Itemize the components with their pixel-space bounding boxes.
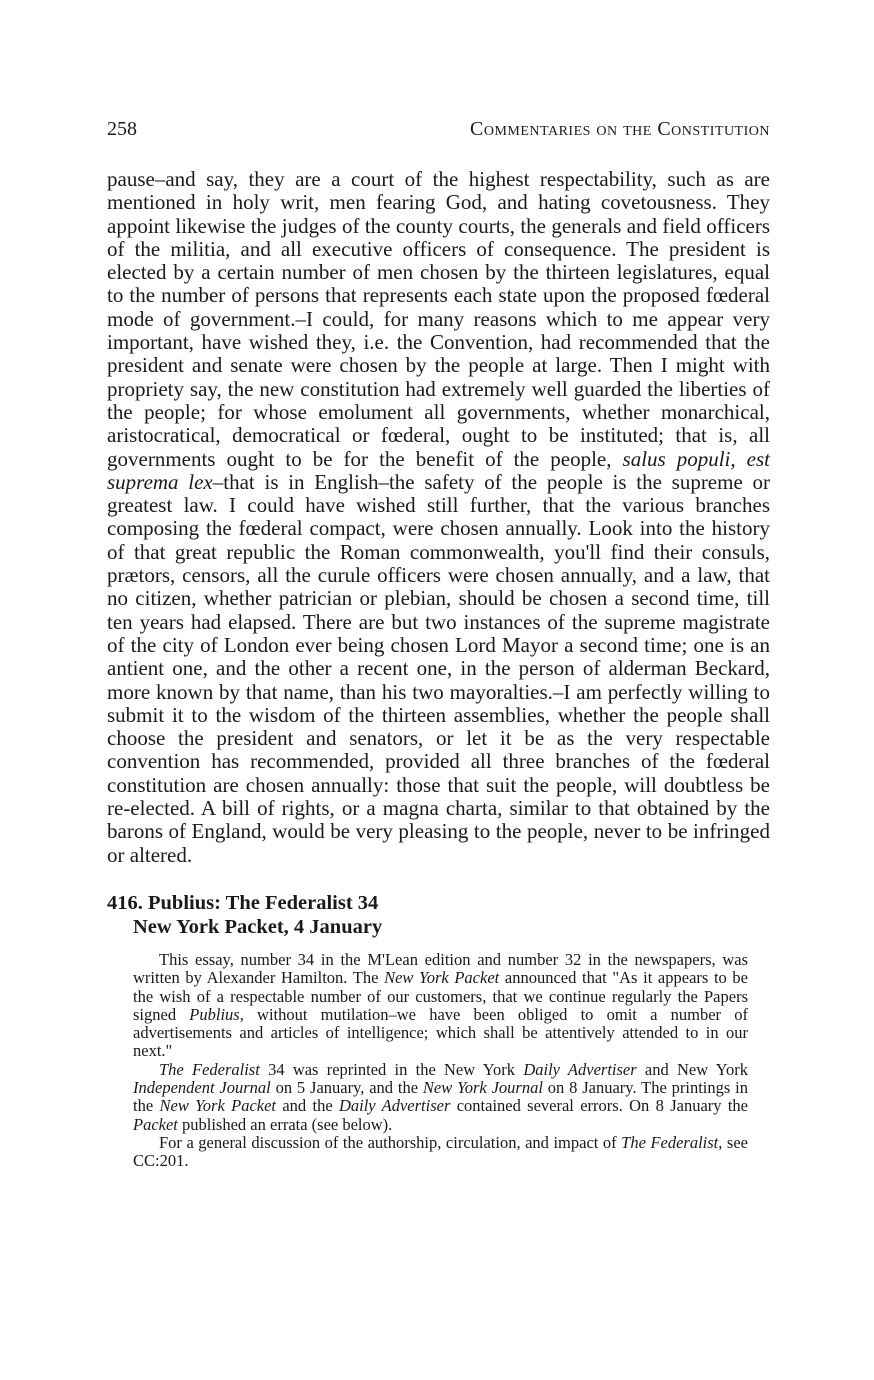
note-text: and the <box>276 1096 339 1116</box>
body-text-part: –that is in English–the safety of the people is the supreme or greatest law. I could have wished still further, that the various branches composing the fœderal compact, were chosen annually. Look into the history of that great republic the Roman commonwealth, you'll find their consuls, prætors, censors, all the curule officers were chosen annually, and a law, that no citizen, whether patrician or plebian, should be chosen a second time, till ten years had elapsed. There are but two instances of the supreme magistrate of the city of London ever being chosen Lord Mayor a second time; one is an antient one, and the other a recent one, in the person of alderman Beckard, more known by that name, than his two mayoralties.–I am perfectly willing to submit it to the wisdom of the thirteen assemblies, whether the people shall choose the president and senators, or let it be as the very respectable convention has recommended, provided all three branches of the fœderal constitution are chosen annually: those that suit the people, will doubtless be re-elected. A bill of rights, or a magna charta, similar to that obtained by the barons of England, would be very pleasing to the people, never to be infringed or altered. <box>107 469 771 867</box>
editorial-note <box>107 951 770 1171</box>
note-text: This essay, number 34 in the M'Lean edition and number 32 in the newspapers, was written by Alexander Hamilton. The <box>133 949 748 988</box>
note-paragraph <box>133 951 748 1061</box>
note-italic: The Federalist <box>159 1059 260 1079</box>
document-source: New York Packet, 4 January <box>133 915 383 938</box>
running-head <box>107 118 770 148</box>
note-text: 34 was reprinted in the New York <box>259 1059 524 1079</box>
note-text: For a general discussion of the authorship, circulation, and impact of <box>159 1132 622 1152</box>
note-text: on 5 January, and the <box>270 1077 423 1097</box>
note-text: and New York <box>636 1059 749 1079</box>
document-page <box>107 118 770 1170</box>
note-italic: Publius <box>189 1004 240 1024</box>
note-text: contained several errors. On 8 January the <box>450 1096 748 1116</box>
note-text: on 8 January. The printings in the <box>133 1077 748 1116</box>
body-paragraph <box>107 168 770 867</box>
latin-phrase: salus populi, est suprema lex <box>107 446 770 494</box>
note-paragraph <box>133 1061 748 1134</box>
note-text: published an errata (see below). <box>177 1114 393 1134</box>
note-text: announced that "As it appears to be the wish of a respectable number of our customers, that we continue regularly the Papers signed <box>133 968 749 1024</box>
note-italic: Daily Advertiser <box>523 1059 637 1079</box>
note-italic: New York Packet <box>159 1096 277 1116</box>
page-number: 258 <box>107 118 137 140</box>
note-italic: New York Packet <box>384 968 500 988</box>
note-italic: The Federalist <box>621 1132 719 1152</box>
running-title: Commentaries on the Constitution <box>470 118 770 140</box>
note-italic: Packet <box>133 1114 178 1134</box>
note-text: , without mutilation–we have been obliged to omit a number of advertisements and articles of intelligence; which shall be attentively attended to in our next." <box>133 1004 748 1061</box>
note-italic: Daily Advertiser <box>338 1096 451 1116</box>
document-title: 416. Publius: The Federalist 34 <box>107 891 379 914</box>
note-italic: Independent Journal <box>133 1077 271 1097</box>
note-text: , see CC:201. <box>133 1132 748 1171</box>
body-text-part: pause–and say, they are a court of the highest respectability, such as are mentioned in holy writ, men fearing God, and hating covetousness. They appoint likewise the judges of the county courts, the generals and field officers of the militia, and all executive officers of consequence. The president is elected by a certain number of men chosen by the thirteen legislatures, equal to the number of persons that represents each state upon the proposed fœderal mode of government.–I could, for many reasons which to me appear very important, have wished they, i.e. the Convention, had recommended that the president and senate were chosen by the people at large. Then I might with propriety say, the new constitution had extremely well guarded the liberties of the people; for whose emolument all governments, whether monarchical, aristocratical, democratical or fœderal, ought to be instituted; that is, all governments ought to be for the benefit of the people, <box>107 167 770 471</box>
note-paragraph <box>133 1134 748 1171</box>
document-heading <box>107 891 770 939</box>
note-italic: New York Journal <box>422 1077 543 1097</box>
